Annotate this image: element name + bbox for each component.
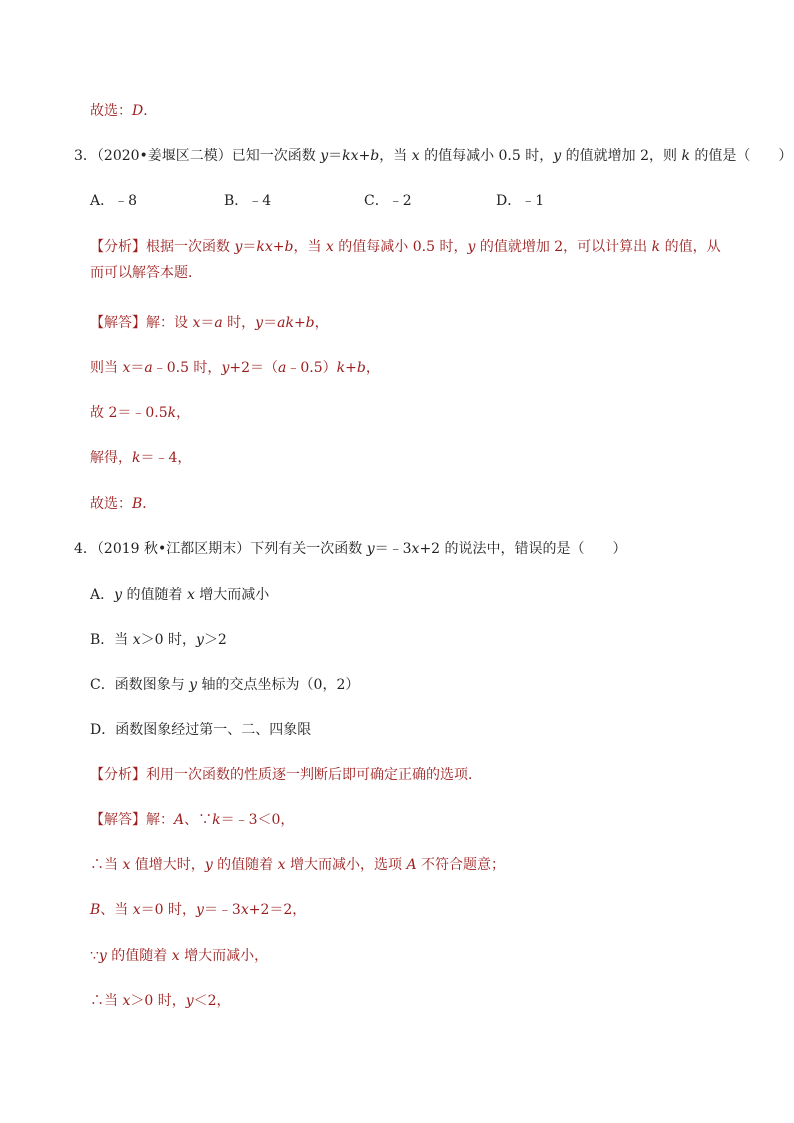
analysis-q3: 【分析】根据一次函数 y＝kx+b，当 x 的值每减小 0.5 时，y 的值就增加 2，可以计算出 k 的值，从而可以解答本题． xyxy=(90,239,721,281)
analysis-q4: 【分析】利用一次函数的性质逐一判断后即可确定正确的选项． xyxy=(90,767,482,783)
question-4: 4．（2019 秋•江都区期末）下列有关一次函数 y＝﹣3x+2 的说法中，错误的是（ ） xyxy=(74,541,627,557)
question-4-option-d: D．函数图象经过第一、二、四象限 xyxy=(90,722,312,738)
answer-line-q2: 故选：D． xyxy=(90,103,158,119)
solution-q4-step-2: B、当 x＝0 时，y＝﹣3x+2＝2， xyxy=(90,902,307,918)
option-d: D．﹣1 xyxy=(496,193,545,209)
question-3-options xyxy=(0,191,794,211)
option-a: A．﹣8 xyxy=(90,193,138,209)
option-b: B．﹣4 xyxy=(224,193,272,209)
question-3: 3．（2020•姜堰区二模）已知一次函数 y＝kx+b，当 x 的值每减小 0.5 时，y 的值就增加 2，则 k 的值是（ ） xyxy=(74,148,793,164)
question-4-option-b: B．当 x＞0 时，y＞2 xyxy=(90,632,227,648)
solution-step-2: 故 2＝﹣0.5k， xyxy=(90,405,191,421)
answer-line-q3: 故选：B． xyxy=(90,496,157,512)
question-4-option-c: C．函数图象与 y 轴的交点坐标为（0，2） xyxy=(90,677,360,693)
solution-step-1: 则当 x＝a﹣0.5 时，y+2＝（a﹣0.5）k+b， xyxy=(90,360,380,376)
solution-q4-step-1: ∴当 x 值增大时，y 的值随着 x 增大而减小，选项 A 不符合题意； xyxy=(90,857,506,873)
solution-q4-step-3: ∵y 的值随着 x 增大而减小， xyxy=(90,948,269,964)
solution-q4: 【解答】解：A、∵k＝﹣3＜0， xyxy=(90,812,295,828)
solution-step-3: 解得，k＝﹣4， xyxy=(90,450,192,466)
solution-q4-step-4: ∴当 x＞0 时，y＜2， xyxy=(90,993,231,1009)
solution-q3: 【解答】解：设 x＝a 时，y＝ak+b， xyxy=(90,315,329,331)
option-c: C．﹣2 xyxy=(364,193,412,209)
question-4-option-a: A．y 的值随着 x 增大而减小 xyxy=(90,587,270,603)
